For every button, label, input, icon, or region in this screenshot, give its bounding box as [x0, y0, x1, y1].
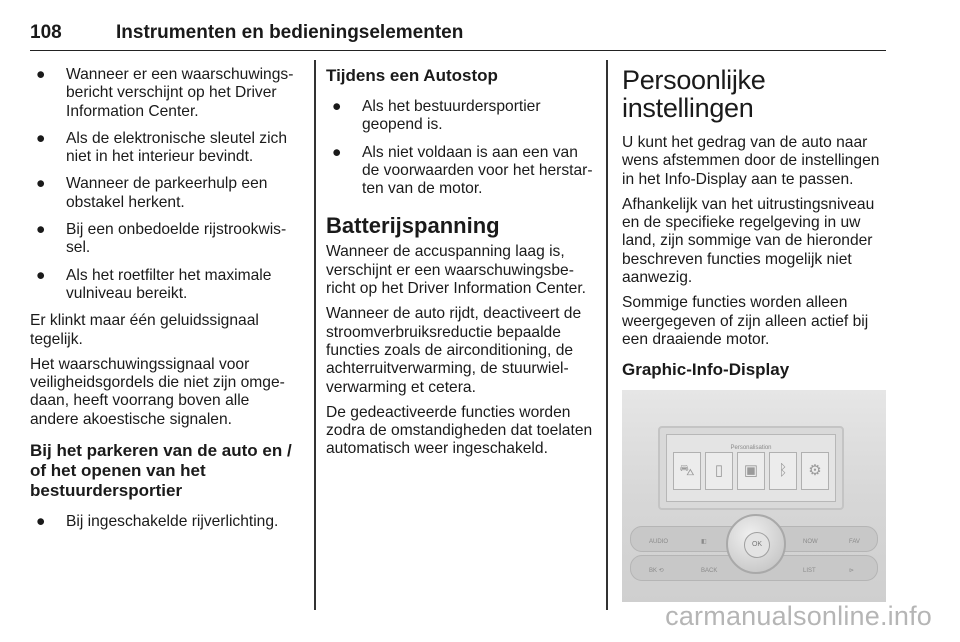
list-item [30, 66, 302, 121]
bullet-icon: ● [36, 221, 46, 239]
paragraph: Er klinkt maar één geluidssignaal tegelijk. [30, 312, 259, 348]
list-item [326, 144, 594, 199]
settings-icon: ⚙ [801, 452, 829, 490]
list-item-text: Bij een onbedoelde rijstrookwissel. [66, 221, 287, 257]
column-divider [606, 60, 608, 610]
list-item-text: Als het roetfilter het maximale vulniveau bereikt. [66, 266, 272, 302]
button-strip: BK ⟲ BACK LIST ⊳ [630, 555, 878, 581]
list-item-text: Als het bestuurdersportier geopend is. [362, 98, 541, 134]
bullet-icon: ● [36, 129, 46, 147]
column-left [30, 66, 302, 540]
column-middle [326, 66, 594, 466]
list-item-text: Bij ingeschakelde rijverlichting. [66, 513, 279, 531]
list-item-text: Wanneer er een waarschuwingsbericht verschijnt op het Driver Information Center. [66, 66, 294, 120]
screen-icon-row [673, 452, 829, 490]
chapter-title: Instrumenten en bedieningselementen [116, 22, 464, 43]
section-heading: Bij het parkeren van de auto en / of het openen van het bestuurdersportier [30, 441, 292, 501]
watermark-text: carmanualsonline.info [665, 601, 932, 631]
list-item [30, 130, 302, 167]
parking-list [30, 513, 302, 531]
bullet-icon: ● [332, 143, 342, 161]
display-screen [658, 426, 844, 510]
paragraph: De gedeactiveerde functies worden zodra de omstandigheden dat toelaten automatisch weer ingeschakeld. [326, 403, 593, 458]
column-right [622, 66, 890, 602]
paragraph: Sommige functies worden alleen weergegeven of zijn alleen actief bij een draaiende motor. [622, 294, 869, 348]
section-title: Persoonlijke instellingen [622, 65, 766, 123]
list-item [30, 267, 302, 304]
paragraph: Wanneer de accuspanning laag is, verschijnt er een waarschuwingsbericht op het Driver Information Center. [326, 243, 587, 298]
list-item [30, 175, 302, 212]
list-item [30, 221, 302, 258]
bullet-icon: ● [36, 66, 46, 83]
list-item [326, 98, 594, 135]
paragraph: Wanneer de auto rijdt, deactiveert de stroomverbruiksreductie bepaalde functies zoals de airconditioning, de achterruitverwarming, de stuurwielverwarming et cetera. [326, 305, 582, 396]
paragraph: Het waarschuwingssignaal voor veiligheidsgordels die niet zijn omgedaan, heeft voorrang boven alle andere akoestische signalen. [30, 355, 285, 428]
section-heading: Tijdens een Autostop [326, 66, 498, 85]
section-heading: Batterijspanning [326, 213, 500, 239]
column-divider [314, 60, 316, 610]
button-strip: AUDIO ◧ NOW FAV [630, 526, 878, 552]
bullet-icon: ● [36, 175, 46, 193]
bluetooth-icon: ᛒ [769, 452, 797, 490]
list-item-text: Als de elektronische sleutel zich niet in het interieur bevindt. [66, 129, 288, 166]
section-heading: Graphic-Info-Display [622, 360, 790, 380]
bullet-icon: ● [36, 266, 46, 284]
autostop-list [326, 98, 594, 198]
bullet-icon: ● [36, 513, 46, 531]
list-item-text: Als niet voldaan is aan een van de voorwaarden voor het herstarten van de motor. [362, 143, 593, 198]
screen-title: Personalisation [730, 445, 772, 452]
page-header [30, 14, 886, 51]
page-number: 108 [30, 22, 62, 43]
warning-list [30, 66, 302, 303]
ok-button: OK [744, 532, 770, 558]
list-item [30, 513, 302, 531]
bullet-icon: ● [332, 98, 342, 115]
paragraph: Afhankelijk van het uitrustingsniveau en de specifieke regelgeving in uw land, zijn sommige van de hieronder beschreven functies mogelijk niet aanwezig. [622, 195, 875, 287]
info-display-photo [622, 390, 886, 602]
control-knob [726, 514, 786, 574]
lock-icon: ▯ [705, 452, 733, 490]
paragraph: U kunt het gedrag van de auto naar wens afstemmen door de instellingen in het Info-Display aan te passen. [622, 134, 880, 188]
car-icon: ⛍ [673, 452, 701, 490]
list-item-text: Wanneer de parkeerhulp een obstakel herkent. [66, 175, 268, 211]
door-icon: ▣ [737, 452, 765, 490]
